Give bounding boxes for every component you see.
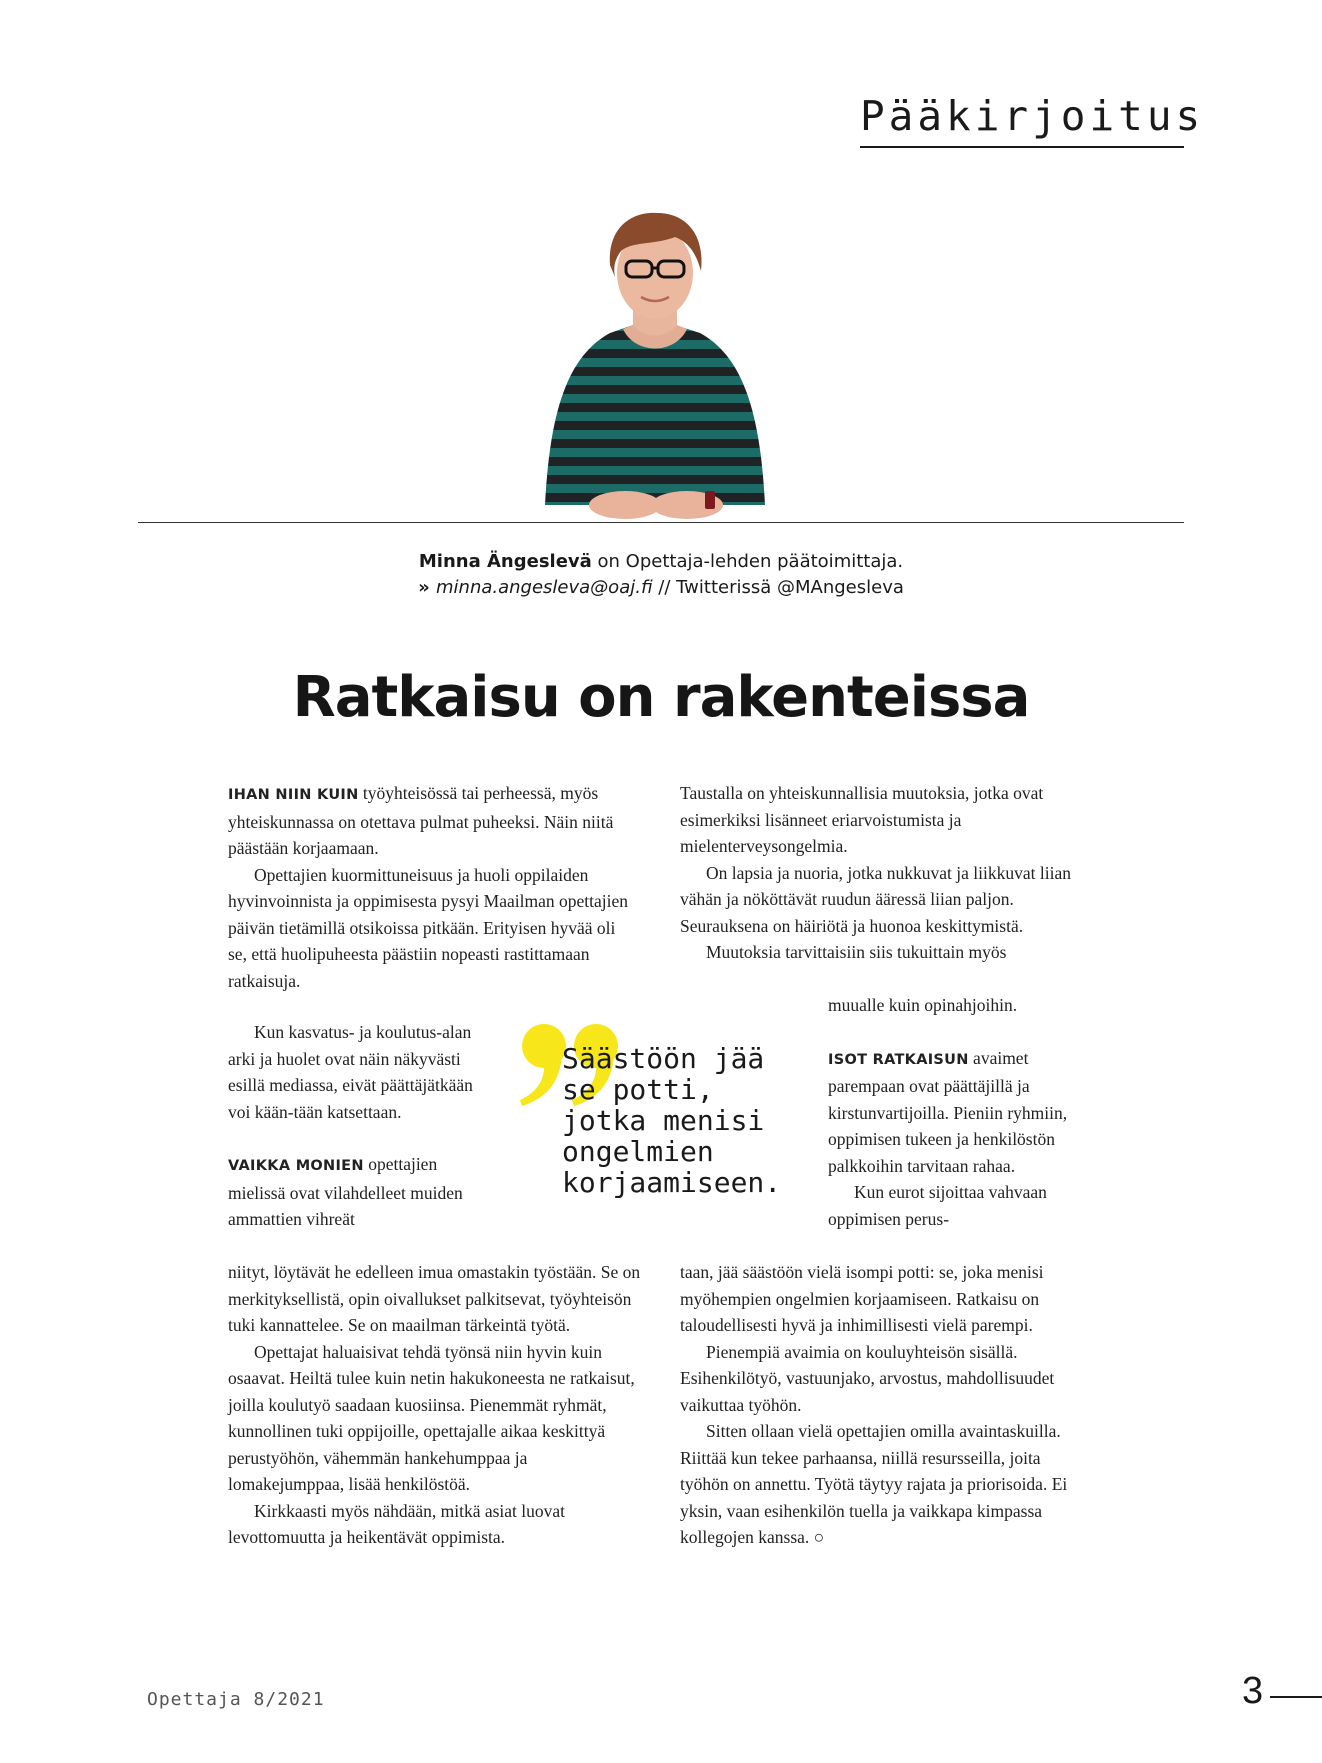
byline-contact [0, 577, 1322, 598]
paragraph: Sitten ollaan vielä opettajien omilla avaintaskuilla. Riittää kun tekee parhaansa, niillä resursseilla, joita työhön on annettu. Työtä täytyy rajata ja priorisoida. Ei yksin, vaan esihenkilön tuella ja vaikkapa kimpassa kollegojen kanssa. ○ [680, 1421, 1068, 1547]
paragraph: Kun kasvatus- ja koulutus-alan arki ja huolet ovat näin näkyvästi esillä mediassa, eivät päättäjätkään voi kään-tään katsettaan. [228, 1022, 473, 1122]
right-column-top [680, 780, 1092, 966]
portrait-baseline-rule [138, 522, 1184, 523]
paragraph [228, 780, 638, 862]
publication-issue: Opettaja 8/2021 [147, 1689, 325, 1710]
paragraph [228, 1151, 490, 1233]
lead-in: ISOT RATKAISUN [828, 1051, 969, 1068]
byline-separator: // [652, 577, 677, 598]
paragraph-text: opettajien mielissä ovat vilahdelleet muiden ammattien vihreät [228, 1154, 463, 1229]
author-role: on Opettaja-lehden päätoimittaja. [591, 551, 904, 572]
paragraph: Taustalla on yhteiskunnallisia muutoksia, jotka ovat esimerkiksi lisänneet eriarvoistumista ja mielenterveysongelmia. [680, 783, 1044, 856]
article-title: Ratkaisu on rakenteissa [292, 665, 1030, 730]
left-column-bottom [228, 1259, 646, 1551]
page-number-rule [1270, 1696, 1322, 1698]
author-twitter[interactable]: Twitterissä @MAngesleva [676, 577, 904, 598]
paragraph-text: avaimet parempaan ovat päättäjillä ja kirstunvartijoilla. Pieniin ryhmiin, oppimisen tukeen ja henkilöstön palkkoihin tarvitaan rahaa. [828, 1047, 1068, 1176]
paragraph: niityt, löytävät he edelleen imua omastakin työstään. Se on merkityksellistä, opin oivallukset palkitsevat, työyhteisön tuki kannattelee. Se on maailman tärkeintä työtä. [228, 1262, 641, 1335]
author-name: Minna Ängeslevä [418, 551, 592, 572]
paragraph: Kirkkaasti myös nähdään, mitkä asiat luovat levottomuutta ja heikentävät oppimista. [228, 1500, 566, 1547]
pull-quote: Säästöön jää se potti, jotka menisi ongelmien korjaamiseen. [562, 1042, 782, 1199]
paragraph: Pienempiä avaimia on kouluyhteisön sisällä. Esihenkilötyö, vastuunjako, arvostus, mahdollisuudet vaikuttaa työhön. [680, 1341, 1055, 1415]
left-column-top [228, 780, 638, 994]
right-column-wrap [828, 992, 1100, 1232]
byline-author [0, 551, 1322, 572]
section-label-underline [860, 146, 1184, 148]
section-label: Pääkirjoitus [860, 92, 1205, 140]
author-portrait [515, 205, 795, 535]
paragraph: Kun eurot sijoittaa vahvaan oppimisen perus- [828, 1182, 1047, 1229]
left-column-wrap [228, 1019, 490, 1233]
author-email-link[interactable]: minna.angesleva@oaj.fi [436, 577, 653, 598]
right-column-bottom [680, 1259, 1092, 1551]
paragraph: Opettajat haluaisivat tehdä työnsä niin hyvin kuin osaavat. Heiltä tulee kuin netin hakukoneesta ne ratkaisut, joilla koulutyö saadaan kuosiinsa. Pienemmät ryhmät, kunnollinen tuki oppijoille, opettajalle aikaa keskittyä perustyöhön, vähemmän hankehumppaa ja lomakejumppaa, lisää henkilöstöä. [228, 1341, 635, 1494]
paragraph: On lapsia ja nuoria, jotka nukkuvat ja liikkuvat liian vähän ja nököttävät ruudun ääressä liian paljon. Seurauksena on häiriötä ja huonoa keskittymistä. [680, 862, 1071, 936]
byline-prefix: » [418, 577, 436, 598]
paragraph-text: työyhteisössä tai perheessä, myös yhteiskunnassa on otettava pulmat puheeksi. Näin niitä päästään korjaamaan. [228, 783, 614, 858]
paragraph: Muutoksia tarvittaisiin siis tukuittain myös [706, 942, 1007, 962]
lead-in: IHAN NIIN KUIN [228, 787, 359, 803]
paragraph: muualle kuin opinahjoihin. [828, 995, 1018, 1015]
paragraph: Opettajien kuormittuneisuus ja huoli oppilaiden hyvinvoinnista ja oppimisesta pysyi Maailman opettajien päivän tietämillä otsikoissa pitkään. Erityisen hyvää oli se, että huolipuheesta päästiin nopeasti rastittamaan ratkaisuja. [228, 864, 629, 991]
lead-in: VAIKKA MONIEN [228, 1158, 364, 1174]
paragraph: taan, jää säästöön vielä isompi potti: se, joka menisi myöhempien ongelmien korjaamiseen. Ratkaisu on taloudellisesti hyvä ja inhimillisesti vielä parempi. [680, 1262, 1044, 1335]
paragraph [828, 1045, 1100, 1180]
page-number: 3 [1242, 1670, 1264, 1712]
